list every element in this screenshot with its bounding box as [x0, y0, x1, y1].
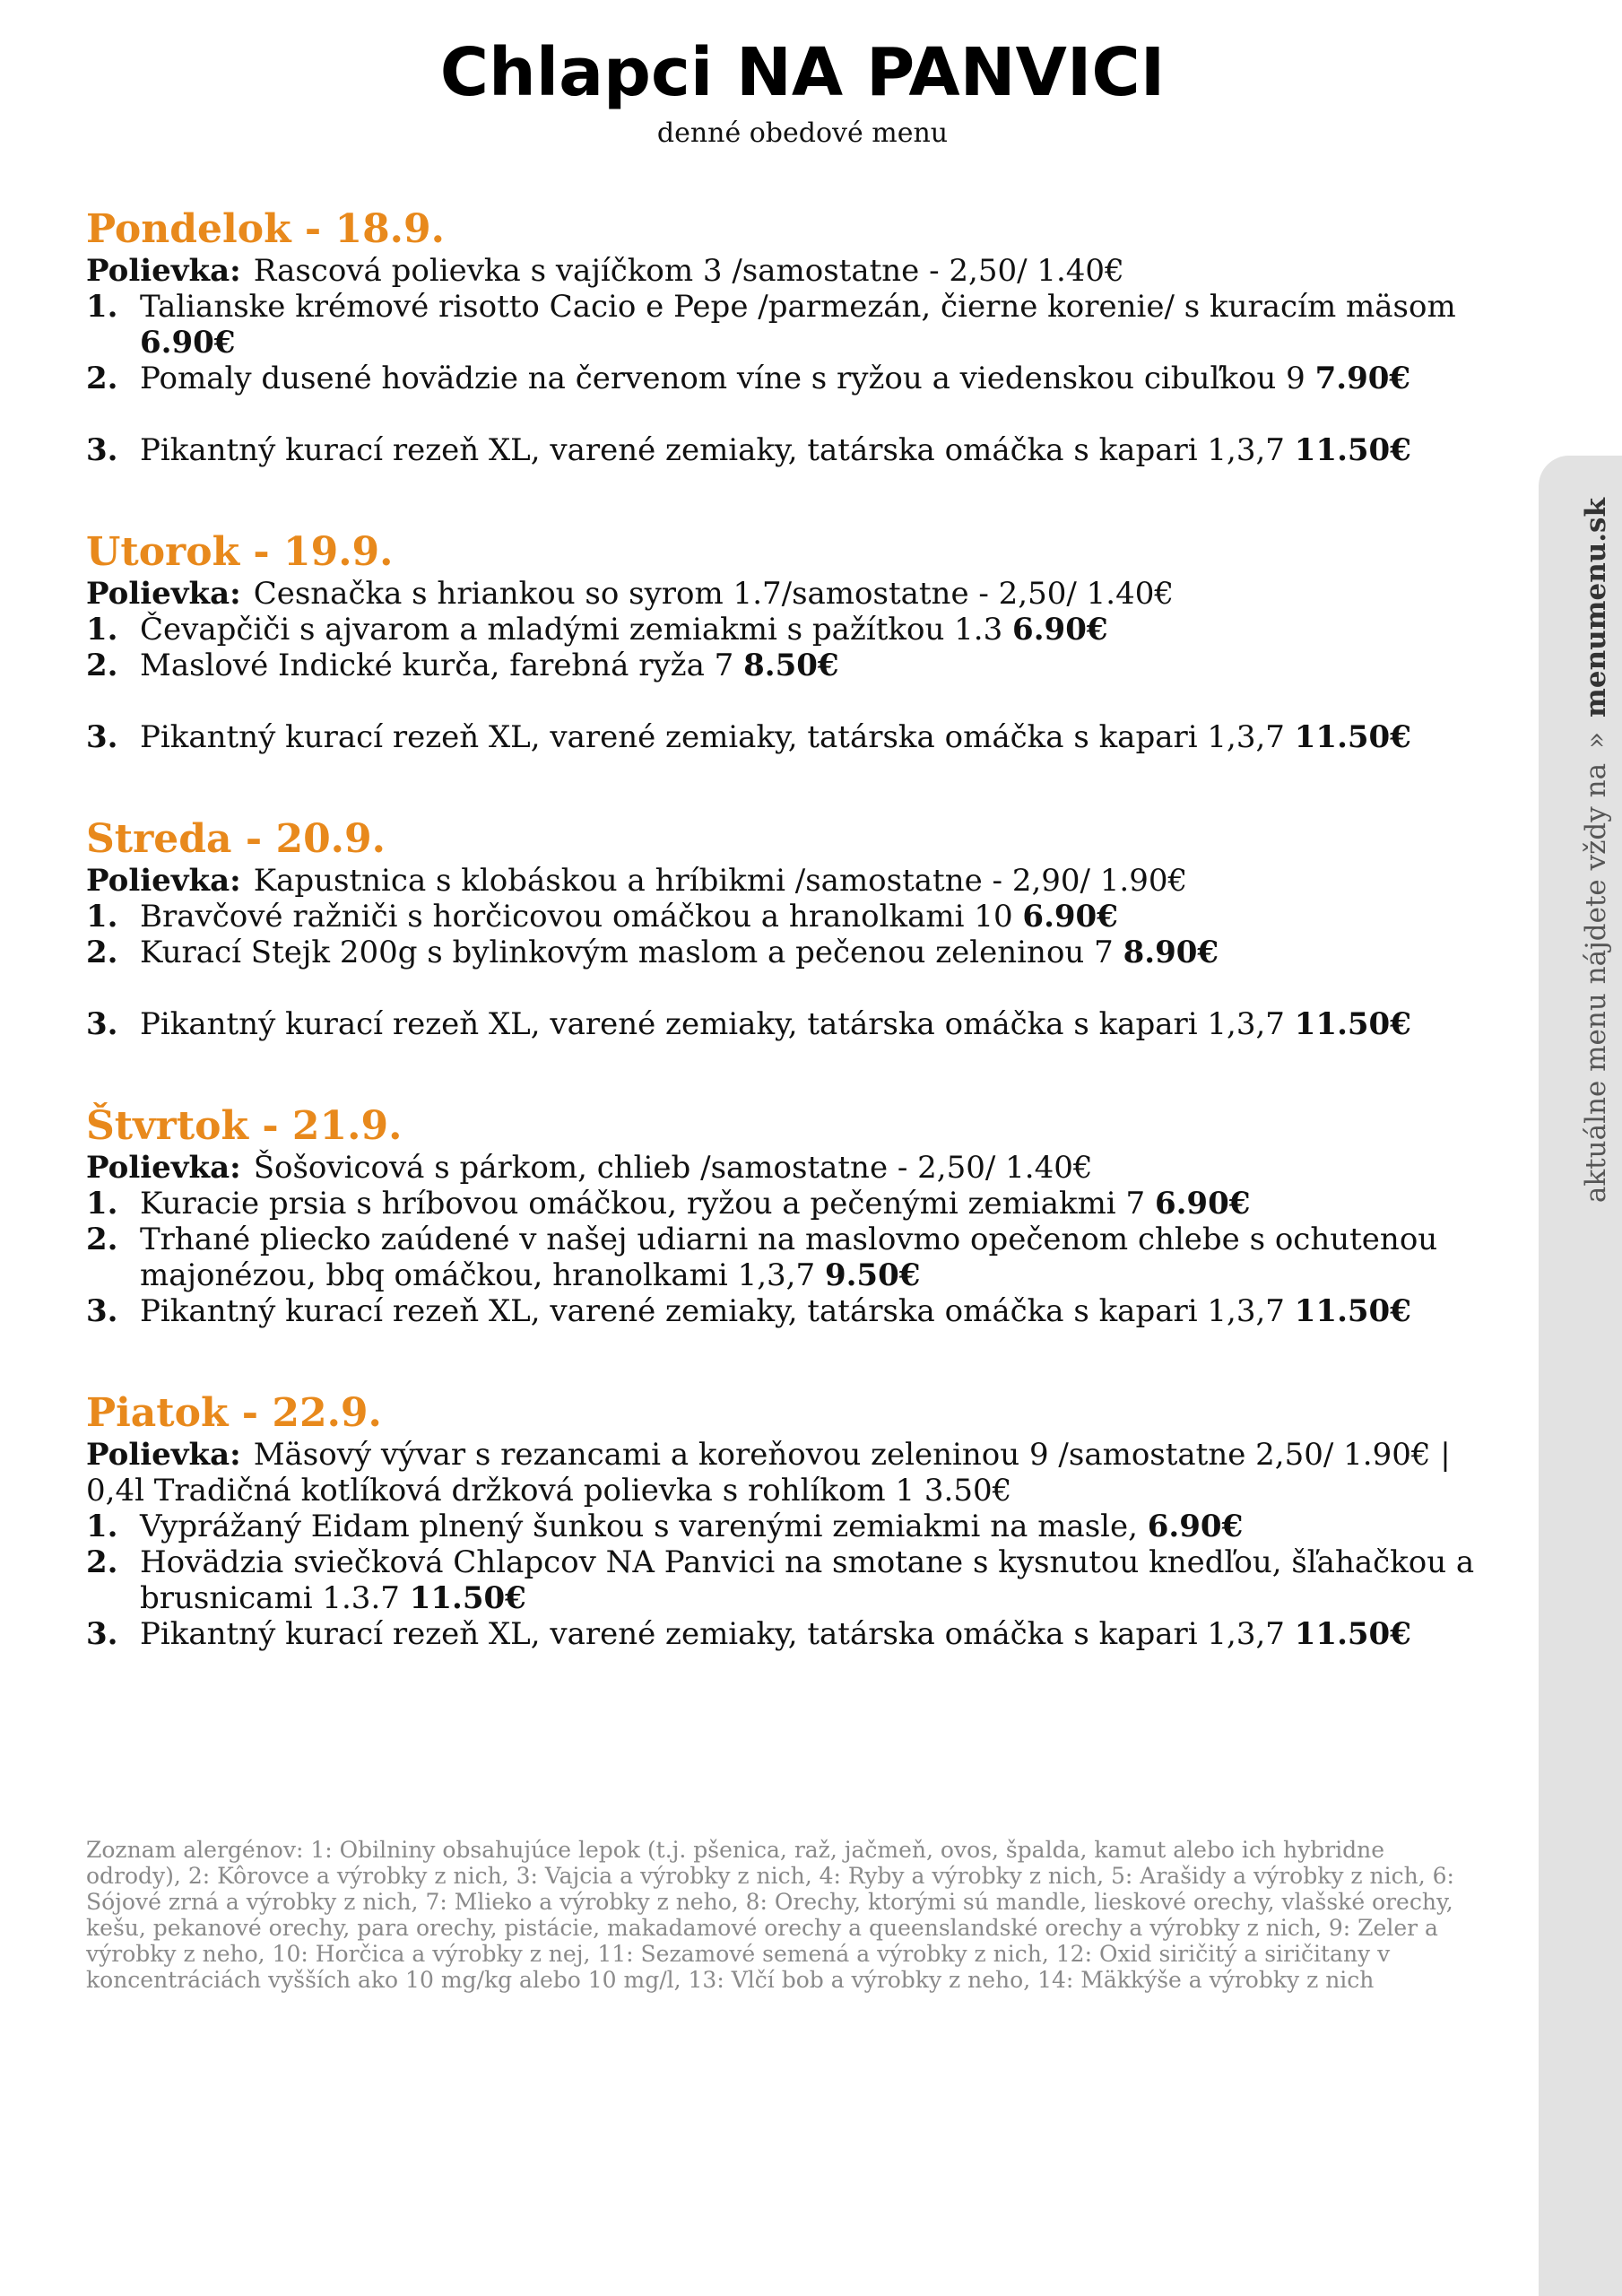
soup-line	[86, 863, 1503, 899]
menu-subtitle: denné obedové menu	[656, 117, 949, 149]
item-number: 1.	[86, 1186, 118, 1222]
item-price: 6.90€	[1147, 1509, 1244, 1544]
item-price: 6.90€	[1022, 899, 1118, 935]
item-text: Pikantný kurací rezeň XL, varené zemiaky, tatárska omáčka s kapari 1,3,7	[140, 432, 1285, 468]
item-number: 1.	[86, 289, 118, 325]
soup-line	[86, 576, 1503, 612]
menu-item	[86, 1222, 1503, 1293]
item-price: 11.50€	[1294, 719, 1411, 755]
item-price: 6.90€	[140, 325, 236, 361]
item-number: 3.	[86, 1006, 118, 1042]
day-section-tuesday	[86, 529, 1503, 755]
menu-item	[86, 1509, 1503, 1544]
item-number: 3.	[86, 1293, 118, 1329]
item-number: 2.	[86, 361, 118, 396]
soup-text: Rascová polievka s vajíčkom 3 /samostatne - 2,50/ 1.40€	[253, 253, 1124, 289]
chevron-right-icon: »	[1580, 731, 1612, 749]
item-text: Kurací Stejk 200g s bylinkovým maslom a pečenou zeleninou 7	[140, 935, 1114, 970]
menu-item	[86, 719, 1503, 755]
item-price: 8.50€	[743, 648, 839, 683]
soup-text: Kapustnica s klobáskou a hríbikmi /samostatne - 2,90/ 1.90€	[253, 863, 1188, 899]
item-price: 6.90€	[1012, 612, 1108, 648]
soup-label: Polievka:	[86, 1437, 241, 1473]
day-section-thursday	[86, 1103, 1503, 1329]
item-price: 11.50€	[1294, 1616, 1411, 1652]
item-price: 8.90€	[1123, 935, 1219, 970]
menu-item	[86, 1006, 1503, 1042]
item-number: 3.	[86, 1616, 118, 1652]
soup-line	[86, 253, 1503, 289]
allergen-list: Zoznam alergénov: 1: Obilniny obsahujúce lepok (t.j. pšenica, raž, jačmeň, ovos, špalda, kamut alebo ich hybridne odrody), 2: Kôrovce a výrobky z nich, 3: Vajcia a výrobky z nich, 4: Ryby a výrobky z nich, 5: Arašidy a výrobky z nich, 6: Sójové zrná a výrobky z nich, 7: Mlieko a výrobky z neho, 8: Orechy, ktorými sú mandle, lieskové orechy, vlašské orechy, kešu, pekanové orechy, para orechy, pistácie, makadamové orechy a queenslandské orechy a výrobky z nich, 9: Zeler a výrobky z neho, 10: Horčica a výrobky z nej, 11: Sezamové semená a výrobky z nich, 12: Oxid siričitý a siričitany v koncentráciách vyšších ako 10 mg/kg alebo 10 mg/l, 13: Vlčí bob a výrobky z neho, 14: Mäkkýše a výrobky z nich	[86, 1837, 1454, 1993]
item-price: 6.90€	[1154, 1186, 1251, 1222]
day-title: Piatok - 22.9.	[86, 1390, 382, 1436]
menu-item	[86, 361, 1503, 396]
item-text: Pikantný kurací rezeň XL, varené zemiaky, tatárska omáčka s kapari 1,3,7	[140, 1293, 1285, 1329]
soup-label: Polievka:	[86, 863, 241, 899]
item-number: 2.	[86, 1544, 118, 1580]
menu-item	[86, 289, 1503, 361]
menu-item	[86, 1186, 1503, 1222]
item-price: 11.50€	[1294, 1293, 1411, 1329]
item-number: 2.	[86, 935, 118, 970]
item-text: Pikantný kurací rezeň XL, varené zemiaky, tatárska omáčka s kapari 1,3,7	[140, 1616, 1285, 1652]
item-number: 1.	[86, 612, 118, 648]
soup-label: Polievka:	[86, 1150, 241, 1186]
restaurant-title: Chlapci NA PANVICI	[439, 34, 1166, 111]
day-section-wednesday	[86, 816, 1503, 1042]
day-title: Pondelok - 18.9.	[86, 206, 445, 252]
item-text: Pikantný kurací rezeň XL, varené zemiaky, tatárska omáčka s kapari 1,3,7	[140, 1006, 1285, 1042]
item-price: 11.50€	[1294, 1006, 1411, 1042]
menu-item	[86, 1616, 1503, 1652]
item-number: 3.	[86, 719, 118, 755]
day-title: Utorok - 19.9.	[86, 529, 394, 575]
site-link[interactable]: menumenu.sk	[1580, 498, 1612, 718]
soup-line	[86, 1150, 1503, 1186]
soup-text: Mäsový vývar s rezancami a koreňovou zeleninou 9 /samostatne 2,50/ 1.90€ | 0,4l Tradičná kotlíková držková polievka s rohlíkom 1 3.50€	[86, 1437, 1451, 1509]
item-text: Čevapčiči s ajvarom a mladými zemiakmi s pažítkou 1.3	[140, 612, 1003, 648]
item-price: 11.50€	[1294, 432, 1411, 468]
item-text: Kuracie prsia s hríbovou omáčkou, ryžou a pečenými zemiakmi 7	[140, 1186, 1146, 1222]
item-text: Pikantný kurací rezeň XL, varené zemiaky, tatárska omáčka s kapari 1,3,7	[140, 719, 1285, 755]
menu-item	[86, 1293, 1503, 1329]
item-number: 2.	[86, 1222, 118, 1257]
soup-label: Polievka:	[86, 253, 241, 289]
weekly-menu	[86, 206, 1503, 1713]
menu-item	[86, 648, 1503, 683]
item-number: 1.	[86, 899, 118, 935]
soup-text: Cesnačka s hriankou so syrom 1.7/samostatne - 2,50/ 1.40€	[253, 576, 1174, 612]
item-text: Vyprážaný Eidam plnený šunkou s varenými zemiakmi na masle,	[140, 1509, 1138, 1544]
item-number: 3.	[86, 432, 118, 468]
soup-label: Polievka:	[86, 576, 241, 612]
item-price: 11.50€	[409, 1580, 526, 1616]
day-title: Štvrtok - 21.9.	[86, 1103, 403, 1149]
item-text: Maslové Indické kurča, farebná ryža 7	[140, 648, 734, 683]
item-text: Bravčové ražniči s horčicovou omáčkou a hranolkami 10	[140, 899, 1013, 935]
item-text: Hovädzia sviečková Chlapcov NA Panvici na smotane s kysnutou knedľou, šľahačkou a brusnicami 1.3.7	[140, 1544, 1475, 1616]
item-price: 9.50€	[824, 1257, 921, 1293]
day-section-friday	[86, 1390, 1503, 1652]
item-price: 7.90€	[1314, 361, 1411, 396]
day-section-monday	[86, 206, 1503, 468]
item-number: 1.	[86, 1509, 118, 1544]
item-text: Trhané pliecko zaúdené v našej udiarni na maslovmo opečenom chlebe s ochutenou majonézou, bbq omáčkou, hranolkami 1,3,7	[140, 1222, 1438, 1293]
menu-header	[0, 34, 1605, 149]
item-number: 2.	[86, 648, 118, 683]
menu-item	[86, 432, 1503, 468]
menu-item	[86, 612, 1503, 648]
item-text: Talianske krémové risotto Cacio e Pepe /parmezán, čierne korenie/ s kuracím mäsom	[140, 289, 1456, 325]
menu-item	[86, 1544, 1503, 1616]
soup-text: Šošovicová s párkom, chlieb /samostatne - 2,50/ 1.40€	[253, 1150, 1093, 1186]
side-banner-text: aktuálne menu nájdete vždy na	[1580, 762, 1612, 1204]
day-title: Streda - 20.9.	[86, 816, 386, 862]
item-text: Pomaly dusené hovädzie na červenom víne s ryžou a viedenskou cibuľkou 9	[140, 361, 1305, 396]
side-banner[interactable]	[1580, 498, 1612, 1203]
menu-item	[86, 935, 1503, 970]
soup-line	[86, 1437, 1503, 1509]
menu-item	[86, 899, 1503, 935]
